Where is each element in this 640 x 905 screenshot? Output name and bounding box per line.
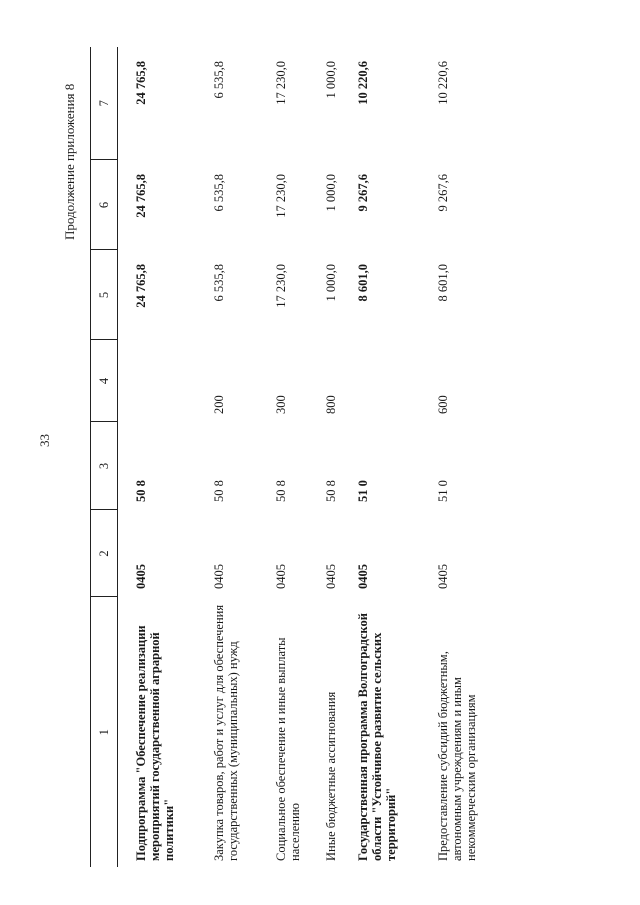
row-type: 600 — [436, 395, 450, 414]
row-name: Закупка товаров, работ и услуг для обеспечения государственных (муниципальных) нужд — [212, 604, 240, 861]
row-value-5: 8 601,0 — [356, 264, 370, 302]
row-section: 0405 — [436, 564, 450, 589]
row-section: 0405 — [356, 564, 370, 589]
row-target: 50 8 — [134, 480, 148, 502]
header-col-5: 5 — [91, 250, 118, 340]
row-name: Социальное обеспечение и иные выплаты населению — [274, 637, 302, 861]
row-value-5: 24 765,8 — [134, 264, 148, 308]
row-value-6: 9 267,6 — [436, 174, 450, 212]
header-col-1: 1 — [91, 597, 118, 867]
header-row — [91, 47, 118, 867]
row-value-7: 24 765,8 — [134, 61, 148, 105]
row-section: 0405 — [212, 564, 226, 589]
row-target: 51 0 — [436, 480, 450, 502]
continuation-label: Продолжение приложения 8 — [62, 83, 77, 240]
row-value-5: 6 535,8 — [212, 264, 226, 302]
row-value-6: 6 535,8 — [212, 174, 226, 212]
row-name: Иные бюджетные ассигнования — [324, 691, 338, 861]
table-row — [118, 47, 209, 867]
row-name: Государственная программа Волгоградской области "Устойчивое развитие сельских территорий" — [356, 613, 398, 861]
row-value-7: 1 000,0 — [324, 61, 338, 99]
header-col-4: 4 — [91, 340, 118, 422]
table-row — [208, 47, 270, 867]
table-row — [432, 47, 506, 867]
row-name: Предоставление субсидий бюджетным, автономным учреждениям и иным некоммерческим организациям — [436, 651, 478, 861]
row-type — [352, 340, 432, 422]
page-number: 33 — [37, 434, 52, 447]
budget-table — [90, 47, 506, 867]
row-value-6: 24 765,8 — [134, 174, 148, 218]
row-type: 300 — [274, 395, 288, 414]
table-row — [352, 47, 432, 867]
header-col-3: 3 — [91, 422, 118, 510]
row-value-7: 6 535,8 — [212, 61, 226, 99]
header-col-6: 6 — [91, 160, 118, 250]
row-section: 0405 — [324, 564, 338, 589]
row-section: 0405 — [274, 564, 288, 589]
row-value-7: 17 230,0 — [274, 61, 288, 105]
header-col-2: 2 — [91, 510, 118, 597]
row-value-5: 8 601,0 — [436, 264, 450, 302]
row-target: 51 0 — [356, 480, 370, 502]
row-value-6: 17 230,0 — [274, 174, 288, 218]
row-name: Подпрограмма "Обеспечение реализации мероприятий государственной аграрной политики" — [134, 625, 176, 861]
row-value-6: 9 267,6 — [356, 174, 370, 212]
row-value-7: 10 220,6 — [356, 61, 370, 105]
row-value-6: 1 000,0 — [324, 174, 338, 212]
row-type — [118, 340, 209, 422]
row-target: 50 8 — [324, 480, 338, 502]
row-target: 50 8 — [212, 480, 226, 502]
row-target: 50 8 — [274, 480, 288, 502]
row-value-5: 1 000,0 — [324, 264, 338, 302]
table-row — [270, 47, 320, 867]
header-col-7: 7 — [91, 47, 118, 160]
row-type: 200 — [212, 395, 226, 414]
row-section: 0405 — [134, 564, 148, 589]
table-row — [320, 47, 352, 867]
row-value-7: 10 220,6 — [436, 61, 450, 105]
row-value-5: 17 230,0 — [274, 264, 288, 308]
row-type: 800 — [324, 395, 338, 414]
